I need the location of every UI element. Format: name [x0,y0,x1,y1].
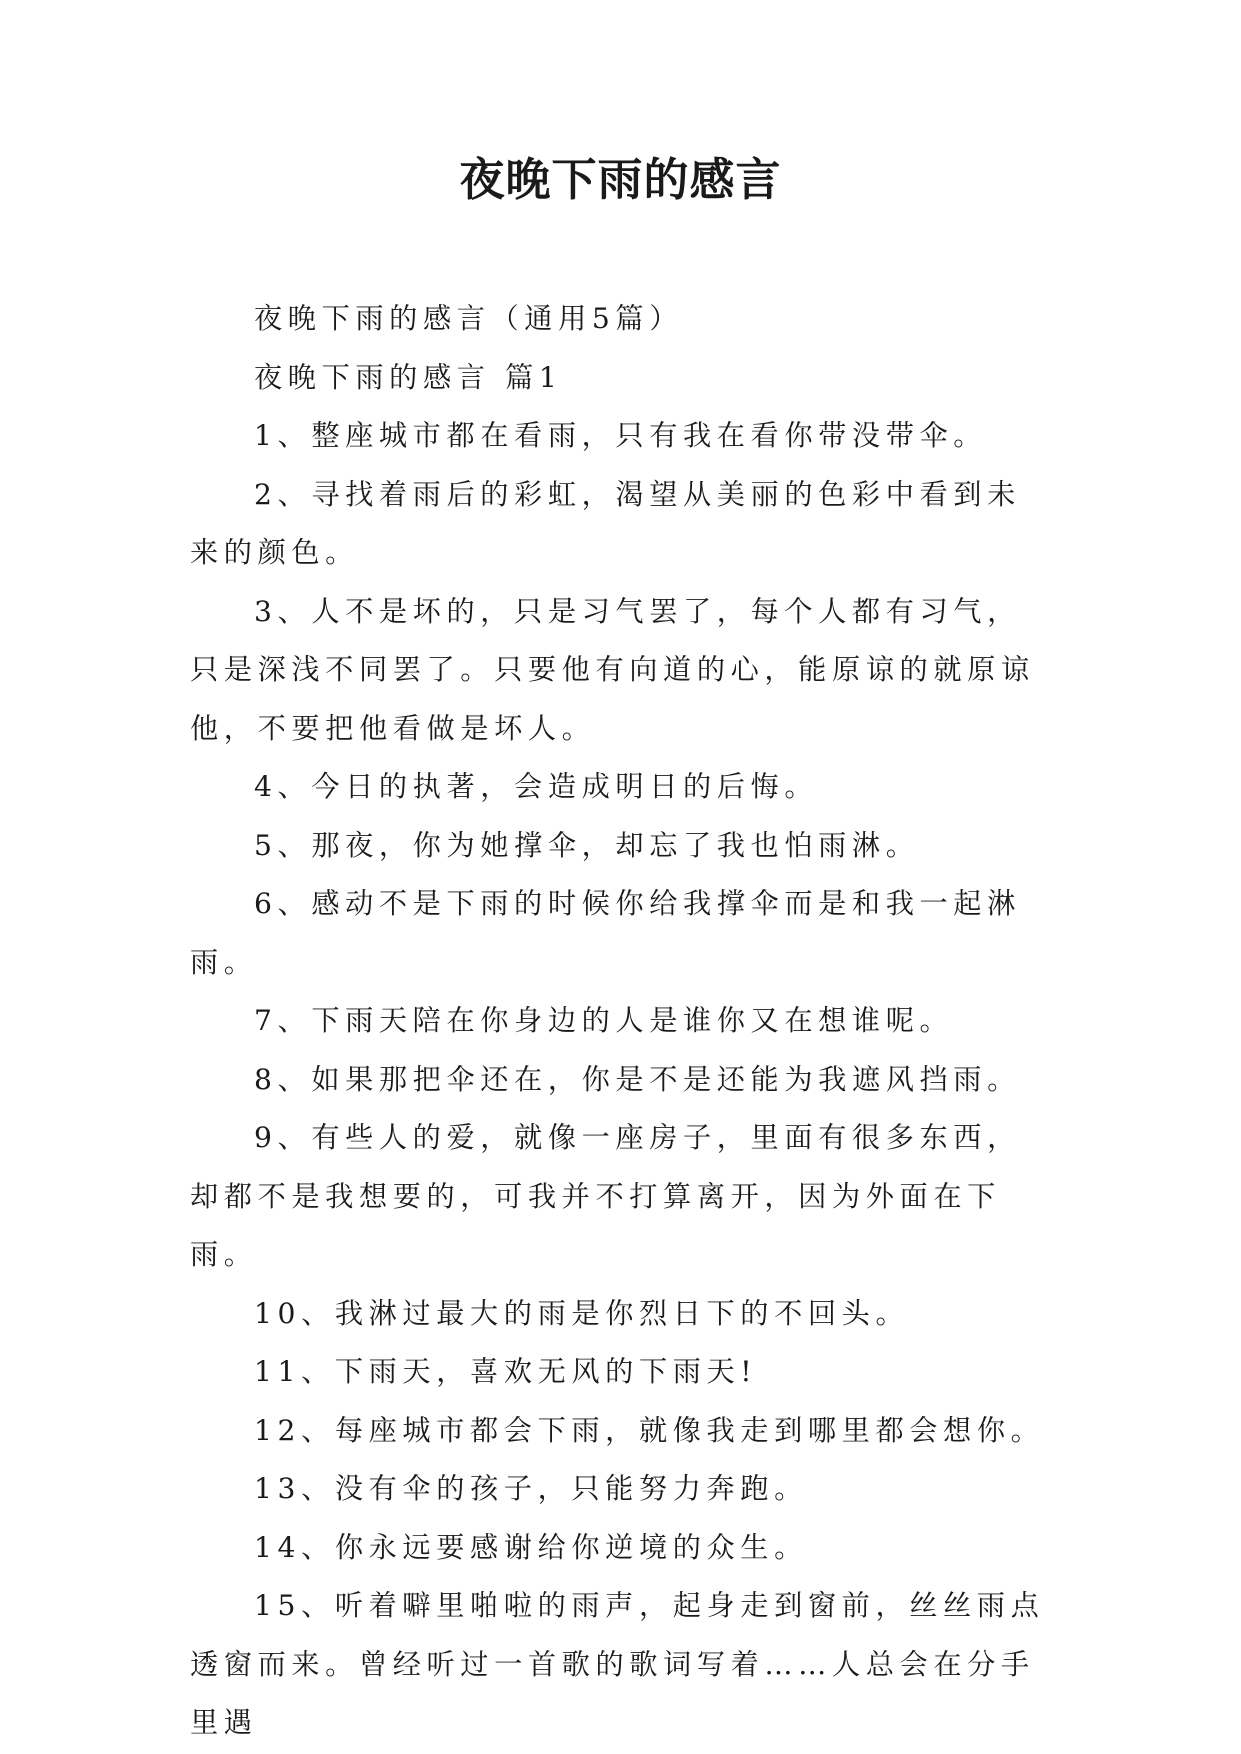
paragraph-item-13: 13、没有伞的孩子，只能努力奔跑。 [254,1472,808,1505]
paragraph-item-9: 9、有些人的爱，就像一座房子，里面有很多东西，却都不是我想要的，可我并不打算离开，因为外面在下雨。 [190,1121,1021,1271]
paragraph-item-5: 5、那夜，你为她撑伞，却忘了我也怕雨淋。 [254,828,920,862]
paragraph-item-11: 11、下雨天，喜欢无风的下雨天! [254,1355,758,1388]
paragraph-item-14: 14、你永远要感谢给你逆境的众生。 [254,1530,808,1564]
paragraph-item-1: 1、整座城市都在看雨，只有我在看你带没带伞。 [254,419,988,452]
paragraph-item-8: 8、如果那把伞还在，你是不是还能为我遮风挡雨。 [254,1062,1021,1096]
paragraph-item-7: 7、下雨天陪在你身边的人是谁你又在想谁呢。 [254,1004,954,1037]
document-title: 夜晚下雨的感言 [459,153,782,206]
paragraph-item-4: 4、今日的执著，会造成明日的后悔。 [254,770,819,803]
document-body [190,290,1054,1753]
paragraph-item-15: 15、听着噼里啪啦的雨声，起身走到窗前，丝丝雨点透窗而来。曾经听过一首歌的歌词写着……人总会在分手里遇 [190,1589,1045,1739]
paragraph-item-2: 2、寻找着雨后的彩虹，渴望从美丽的色彩中看到未来的颜色。 [190,477,1021,569]
paragraph-item-12: 12、每座城市都会下雨，就像我走到哪里都会想你。 [254,1413,1045,1447]
paragraph-subtitle: 夜晚下雨的感言（通用5篇） [254,302,683,335]
paragraph-item-3: 3、人不是坏的，只是习气罢了，每个人都有习气，只是深浅不同罢了。只要他有向道的心，能原谅的就原谅他，不要把他看做是坏人。 [190,594,1035,745]
paragraph-item-10: 10、我淋过最大的雨是你烈日下的不回头。 [254,1296,910,1330]
paragraph-section-heading: 夜晚下雨的感言 篇1 [254,360,563,394]
paragraph-item-6: 6、感动不是下雨的时候你给我撑伞而是和我一起淋雨。 [190,887,1021,979]
